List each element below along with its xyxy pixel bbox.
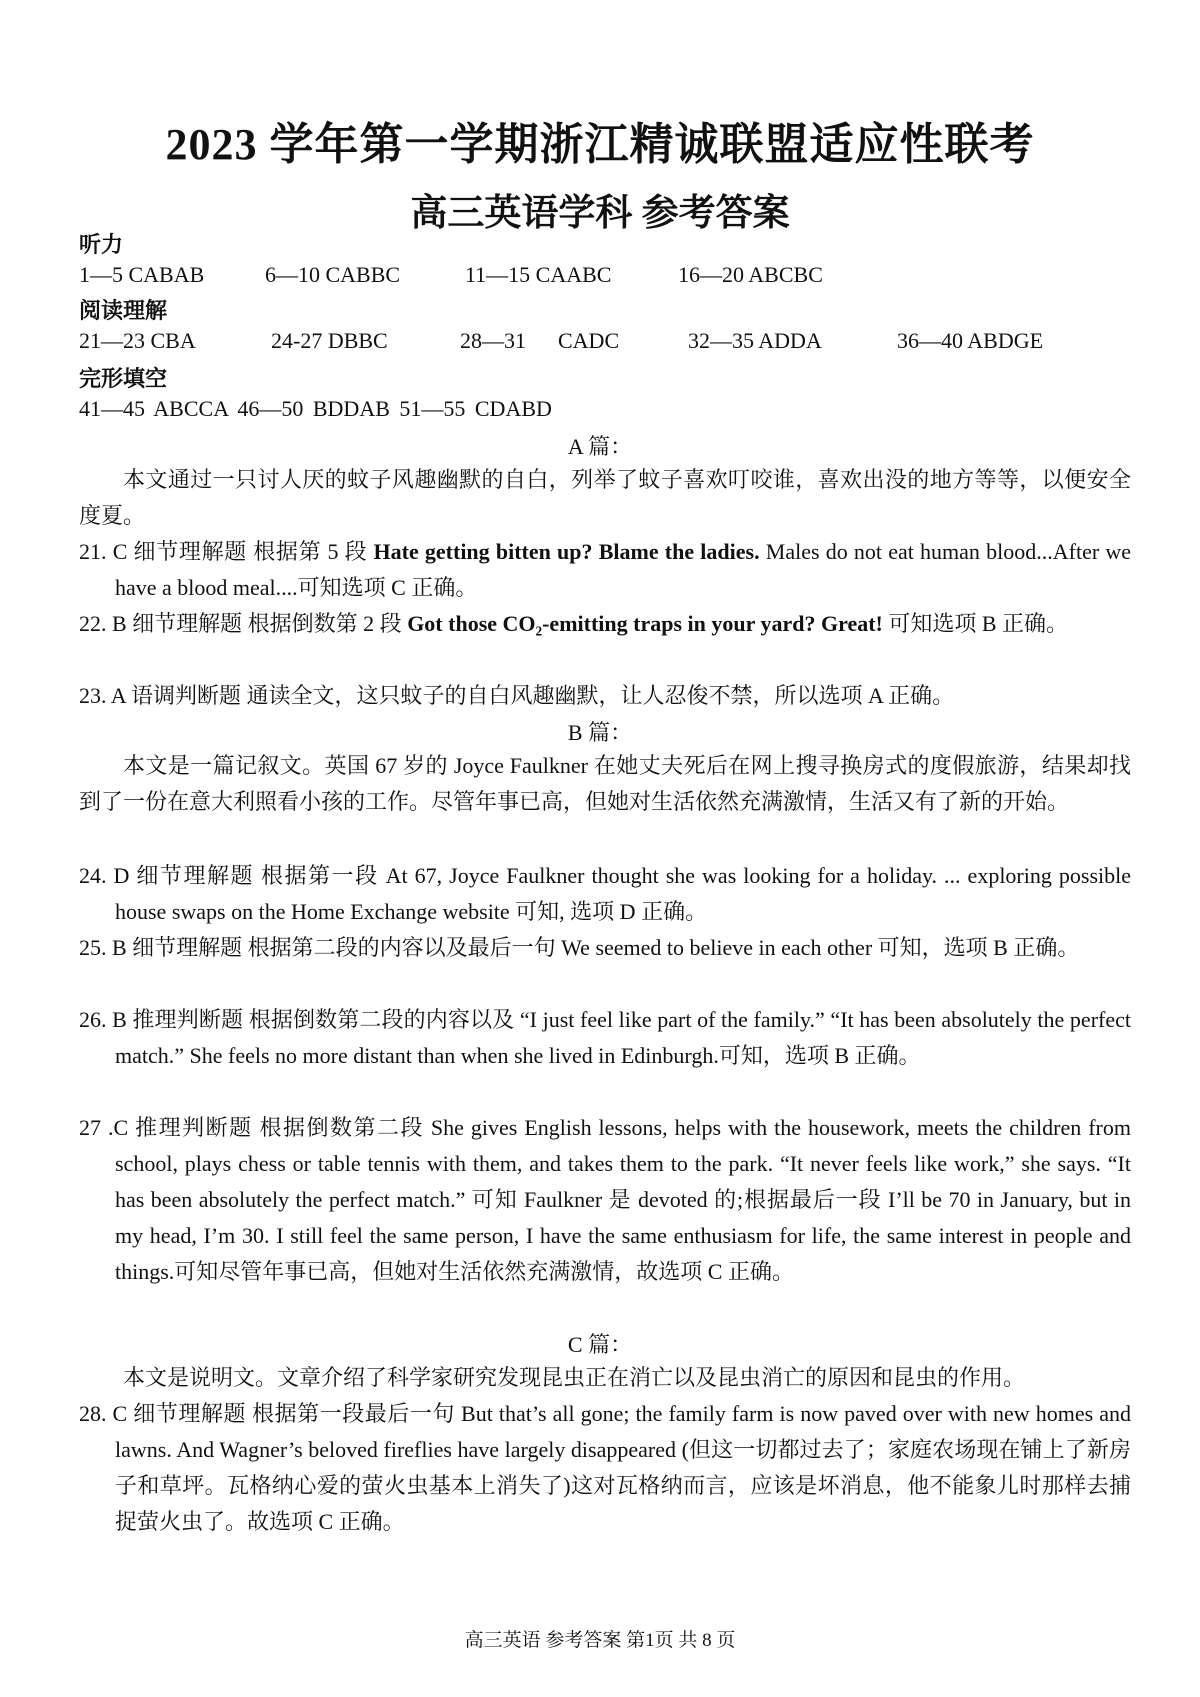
reading-group: 21—23 CBA xyxy=(79,328,196,353)
listening-group: 1—5 CABAB xyxy=(79,262,205,287)
answer-21: 21. C 细节理解题 根据第 5 段 Hate getting bitten up? Blame the ladies. Males do not eat human blood...After we have a blood meal....可知选项 C 正确。 xyxy=(79,539,1131,600)
listening-label: 听力 xyxy=(79,232,124,257)
answer-26: 26. B 推理判断题 根据倒数第二段的内容以及 “I just feel like part of the family.” “It has been absolutely the perfect match.” She feels no more distant than when she lived in Edinburgh.可知，选项 B 正确。 xyxy=(79,1007,1131,1068)
reading-group: CADC xyxy=(558,328,620,353)
passage-a-summary: 本文通过一只讨人厌的蚊子风趣幽默的自白，列举了蚊子喜欢叮咬谁，喜欢出没的地方等等，以便安全度夏。 xyxy=(79,467,1131,528)
cloze-answers: 41—45 ABCCA 46—50 BDDAB 51—55 CDABD xyxy=(79,396,552,421)
passage-c-summary: 本文是说明文。文章介绍了科学家研究发现昆虫正在消亡以及昆虫消亡的原因和昆虫的作用。 xyxy=(123,1365,1026,1390)
listening-group: 16—20 ABCBC xyxy=(678,262,823,287)
page-footer: 高三英语 参考答案 第1页 共 8 页 xyxy=(464,1630,736,1651)
passage-c-heading: C 篇： xyxy=(567,1332,633,1357)
page-subtitle: 高三英语学科 参考答案 xyxy=(410,193,790,234)
answer-22: 22. B 细节理解题 根据倒数第 2 段 Got those CO₂-emitting traps in your yard? Great! 可知选项 B 正确。 xyxy=(79,611,1069,636)
answer-28: 28. C 细节理解题 根据第一段最后一句 But that’s all gone; the family farm is now paved over with new homes and lawns. And Wagner’s beloved fireflies have largely disappeared (但这一切都过去了；家庭农场现在铺上了新房子和草坪。瓦格纳心爱的萤火虫基本上消失了)这对瓦格纳而言，应该是坏消息，他不能象儿时那样去捕捉萤火虫了。故选项 C 正确。 xyxy=(79,1401,1131,1534)
answer-23: 23. A 语调判断题 通读全文，这只蚊子的自白风趣幽默，让人忍俊不禁，所以选项 A 正确。 xyxy=(79,683,955,708)
reading-group: 28—31 xyxy=(460,328,526,353)
reading-group: 24-27 DBBC xyxy=(271,328,388,353)
answer-25: 25. B 细节理解题 根据第二段的内容以及最后一句 We seemed to believe in each other 可知，选项 B 正确。 xyxy=(79,935,1080,960)
reading-group: 36—40 ABDGE xyxy=(897,328,1044,353)
listening-group: 11—15 CAABC xyxy=(465,262,612,287)
page-title: 2023 学年第一学期浙江精诚联盟适应性联考 xyxy=(165,120,1035,169)
answer-27: 27 .C 推理判断题 根据倒数第二段 She gives English lessons, helps with the housework, meets the children from school, plays chess or table tennis with them, and takes them to the park. “It never feels like work,” she says. “It has been absolutely the perfect match.” 可知 Faulkner 是 devoted 的;根据最后一段 I’ll be 70 in January, but in my head, I’m 30. I still feel the same person, I have the same enthusiasm for life, the same interest in people and things.可知尽管年事已高，但她对生活依然充满激情，故选项 C 正确。 xyxy=(79,1115,1131,1284)
reading-group: 32—35 ADDA xyxy=(688,328,822,353)
answer-24: 24. D 细节理解题 根据第一段 At 67, Joyce Faulkner thought she was looking for a holiday. ... exploring possible house swaps on the Home Exchange website 可知, 选项 D 正确。 xyxy=(79,863,1131,924)
cloze-label: 完形填空 xyxy=(79,366,168,391)
passage-a-heading: A 篇： xyxy=(567,434,633,459)
passage-b-heading: B 篇： xyxy=(567,720,633,745)
listening-group: 6—10 CABBC xyxy=(265,262,401,287)
reading-label: 阅读理解 xyxy=(79,298,168,323)
passage-b-summary: 本文是一篇记叙文。英国 67 岁的 Joyce Faulkner 在她丈夫死后在网上搜寻换房式的度假旅游，结果却找到了一份在意大利照看小孩的工作。尽管年事已高，但她对生活依然充满激情，生活又有了新的开始。 xyxy=(79,753,1131,814)
